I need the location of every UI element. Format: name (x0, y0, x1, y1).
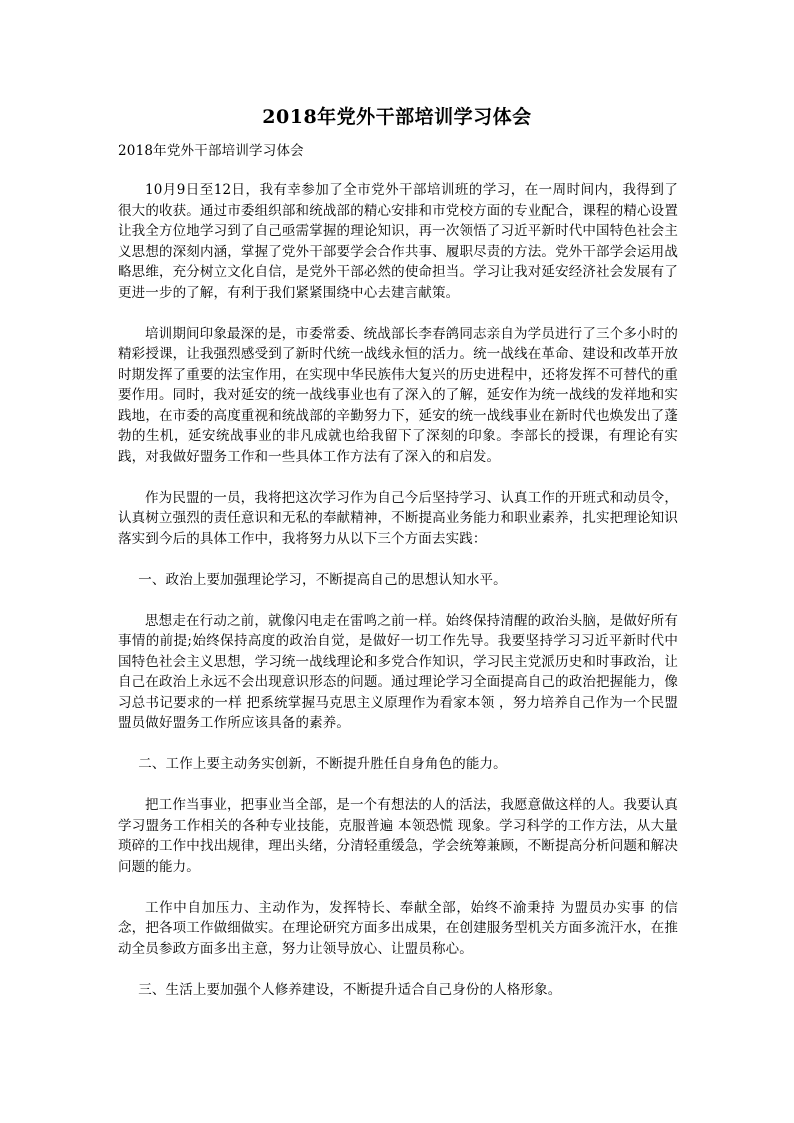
section-heading: 一、政治上要加强理论学习，不断提高自己的思想认知水平。 (138, 571, 507, 588)
paragraph: 作为民盟的一员，我将把这次学习作为自己今后坚持学习、认真工作的开班式和动员令，认真树立强烈的责任意识和无私的奉献精神，不断提高业务能力和职业素养，扎实把理论知识落实到今后的具体工作中，我将努力从以下三个方面去实践： (118, 489, 678, 547)
section-heading: 三、生活上要加强个人修养建设，不断提升适合自己身份的人格形象。 (138, 981, 562, 998)
paragraph: 思想走在行动之前，就像闪电走在雷鸣之前一样。始终保持清醒的政治头脑，是做好所有事情的前提;始终保持高度的政治自觉，是做好一切工作先导。我要坚持学习习近平新时代中国特色社会主义思想，学习统一战线理论和多党合作知识，学习民主党派历史和时事政治，让自己在政治上永远不会出现意识形态的问题。通过理论学习全面提高自己的政治把握能力，像习总书记要求的一样 把系统掌握马克思主义原理作为看家本领 ，努力培养自己作为一个民盟盟员做好盟务工作所应该具备的素养。 (118, 612, 678, 731)
document-subtitle: 2018年党外干部培训学习体会 (118, 143, 304, 159)
document-body (118, 180, 678, 1021)
section-heading: 二、工作上要主动务实创新，不断提升胜任自身角色的能力。 (138, 756, 507, 772)
paragraph: 把工作当事业，把事业当全部，是一个有想法的人的活法，我愿意做这样的人。我要认真学习盟务工作相关的各种专业技能，克服普遍 本领恐慌 现象。学习科学的工作方法，从大量琐碎的工作中找出规律，理出头绪，分清轻重缓急，学会统筹兼顾，不断提高分析问题和解决问题的能力。 (118, 797, 678, 875)
paragraph: 10月9日至12日，我有幸参加了全市党外干部培训班的学习，在一周时间内，我得到了很大的收获。通过市委组织部和统战部的精心安排和市党校方面的专业配合，课程的精心设置让我全方位地学习到了自己亟需掌握的理论知识，再一次领悟了习近平新时代中国特色社会主义思想的深刻内涵，掌握了党外干部要学会合作共事、履职尽责的方法。党外干部学会运用战略思维，充分树立文化自信，是党外干部必然的使命担当。学习让我对延安经济社会发展有了更进一步的了解，有利于我们紧紧围绕中心去建言献策。 (118, 182, 678, 301)
paragraph: 培训期间印象最深的是，市委常委、统战部长李春鸽同志亲自为学员进行了三个多小时的精彩授课，让我强烈感受到了新时代统一战线永恒的活力。统一战线在革命、建设和改革开放时期发挥了重要的法宝作用，在实现中华民族伟大复兴的历史进程中，还将发挥不可替代的重要作用。同时，我对延安的统一战线事业也有了深入的了解，延安作为统一战线的发祥地和实践地，在市委的高度重视和统战部的辛勤努力下，延安的统一战线事业在新时代也焕发出了蓬勃的生机，延安统战事业的非凡成就也给我留下了深刻的印象。李部长的授课，有理论有实践，对我做好盟务工作和一些具体工作方法有了深入的和启发。 (118, 325, 678, 465)
document-title: 2018年党外干部培训学习体会 (262, 106, 532, 128)
paragraph: 工作中自加压力、主动作为，发挥特长、奉献全部，始终不渝秉持 为盟员办实事 的信念，把各项工作做细做实。在理论研究方面多出成果，在创建服务型机关方面多流汗水，在推动全员参政方面多出主意，努力让领导放心、让盟员称心。 (118, 899, 678, 957)
